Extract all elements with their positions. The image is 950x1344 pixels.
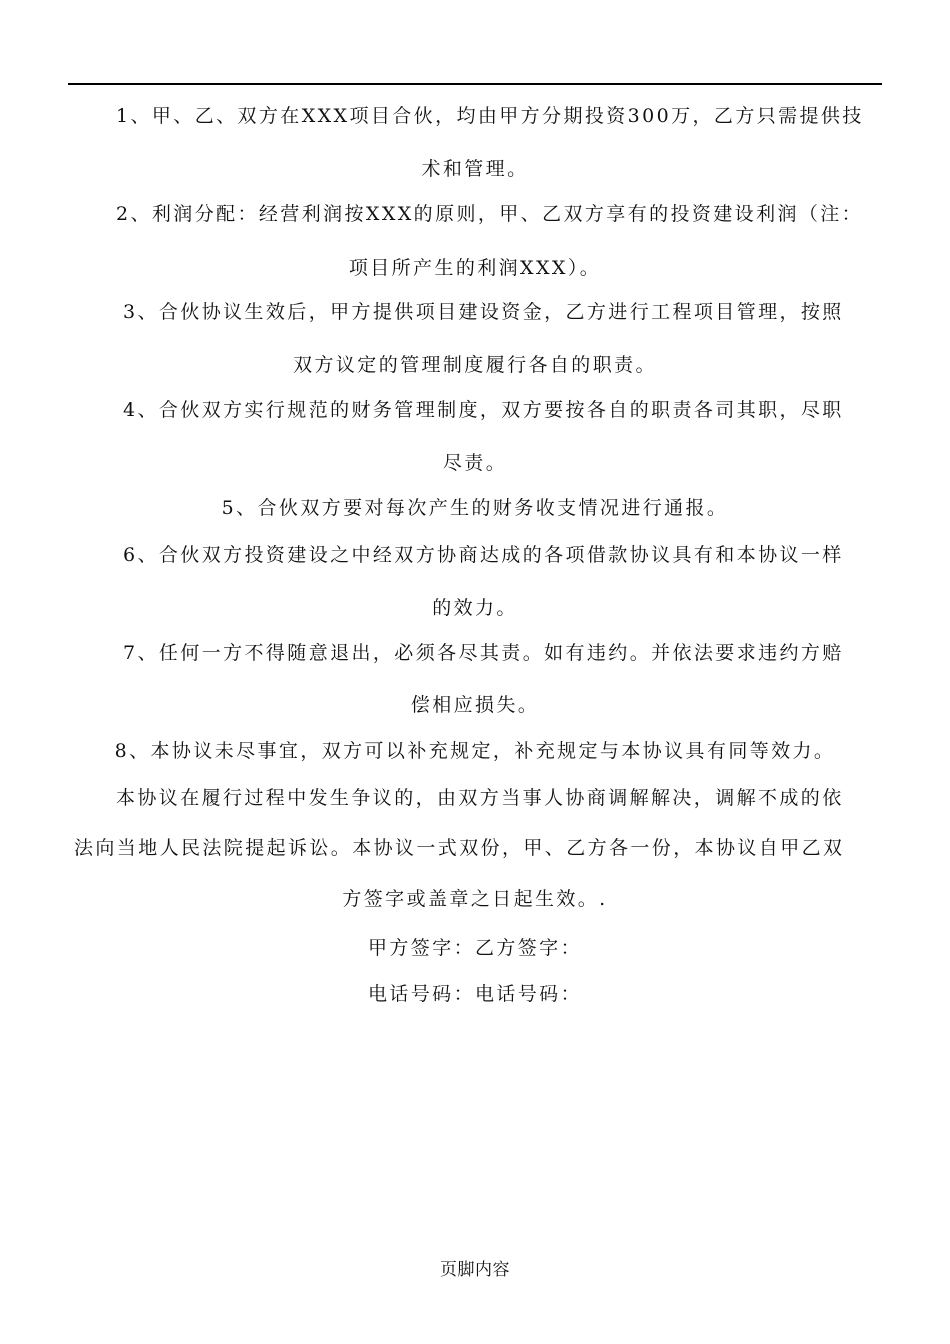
clause-3-line-1: 3、合伙协议生效后，甲方提供项目建设资金，乙方进行工程项目管理，按照 <box>123 301 844 323</box>
page-footer: 页脚内容 <box>440 1260 510 1280</box>
clause-6-line-1: 6、合伙双方投资建设之中经双方协商达成的各项借款协议具有和本协议一样 <box>123 544 844 566</box>
clause-4-line-2: 尽责。 <box>442 452 508 474</box>
clause-7-line-1: 7、任何一方不得随意退出，必须各尽其责。如有违约。并依法要求违约方赔 <box>123 642 844 664</box>
closing-line-1: 本协议在履行过程中发生争议的，由双方当事人协商调解解决，调解不成的依 <box>116 787 844 809</box>
clause-3-line-2: 双方议定的管理制度履行各自的职责。 <box>293 354 657 376</box>
clause-6-line-2: 的效力。 <box>432 597 518 619</box>
clause-8-line-1: 8、本协议未尽事宜，双方可以补充规定，补充规定与本协议具有同等效力。 <box>114 740 836 762</box>
clause-5-line-1: 5、合伙双方要对每次产生的财务收支情况进行通报。 <box>221 497 729 519</box>
clause-1-line-1: 1、甲、乙、双方在XXX项目合伙，均由甲方分期投资300万，乙方只需提供技 <box>116 105 864 127</box>
phone-line: 电话号码：电话号码： <box>367 983 582 1005</box>
signature-line: 甲方签字：乙方签字： <box>367 937 582 959</box>
header-rule <box>68 83 882 85</box>
clause-2-line-1: 2、利润分配：经营利润按XXX的原则，甲、乙双方享有的投资建设利润（注： <box>116 203 864 225</box>
clause-7-line-2: 偿相应损失。 <box>410 694 540 716</box>
clause-2-line-2: 项目所产生的利润XXX）。 <box>348 257 602 279</box>
clause-4-line-1: 4、合伙双方实行规范的财务管理制度，双方要按各自的职责各司其职，尽职 <box>123 399 844 421</box>
clause-1-line-2: 术和管理。 <box>421 158 529 180</box>
closing-line-2: 法向当地人民法院提起诉讼。本协议一式双份，甲、乙方各一份，本协议自甲乙双 <box>74 837 845 859</box>
closing-line-3: 方签字或盖章之日起生效。. <box>342 888 608 910</box>
